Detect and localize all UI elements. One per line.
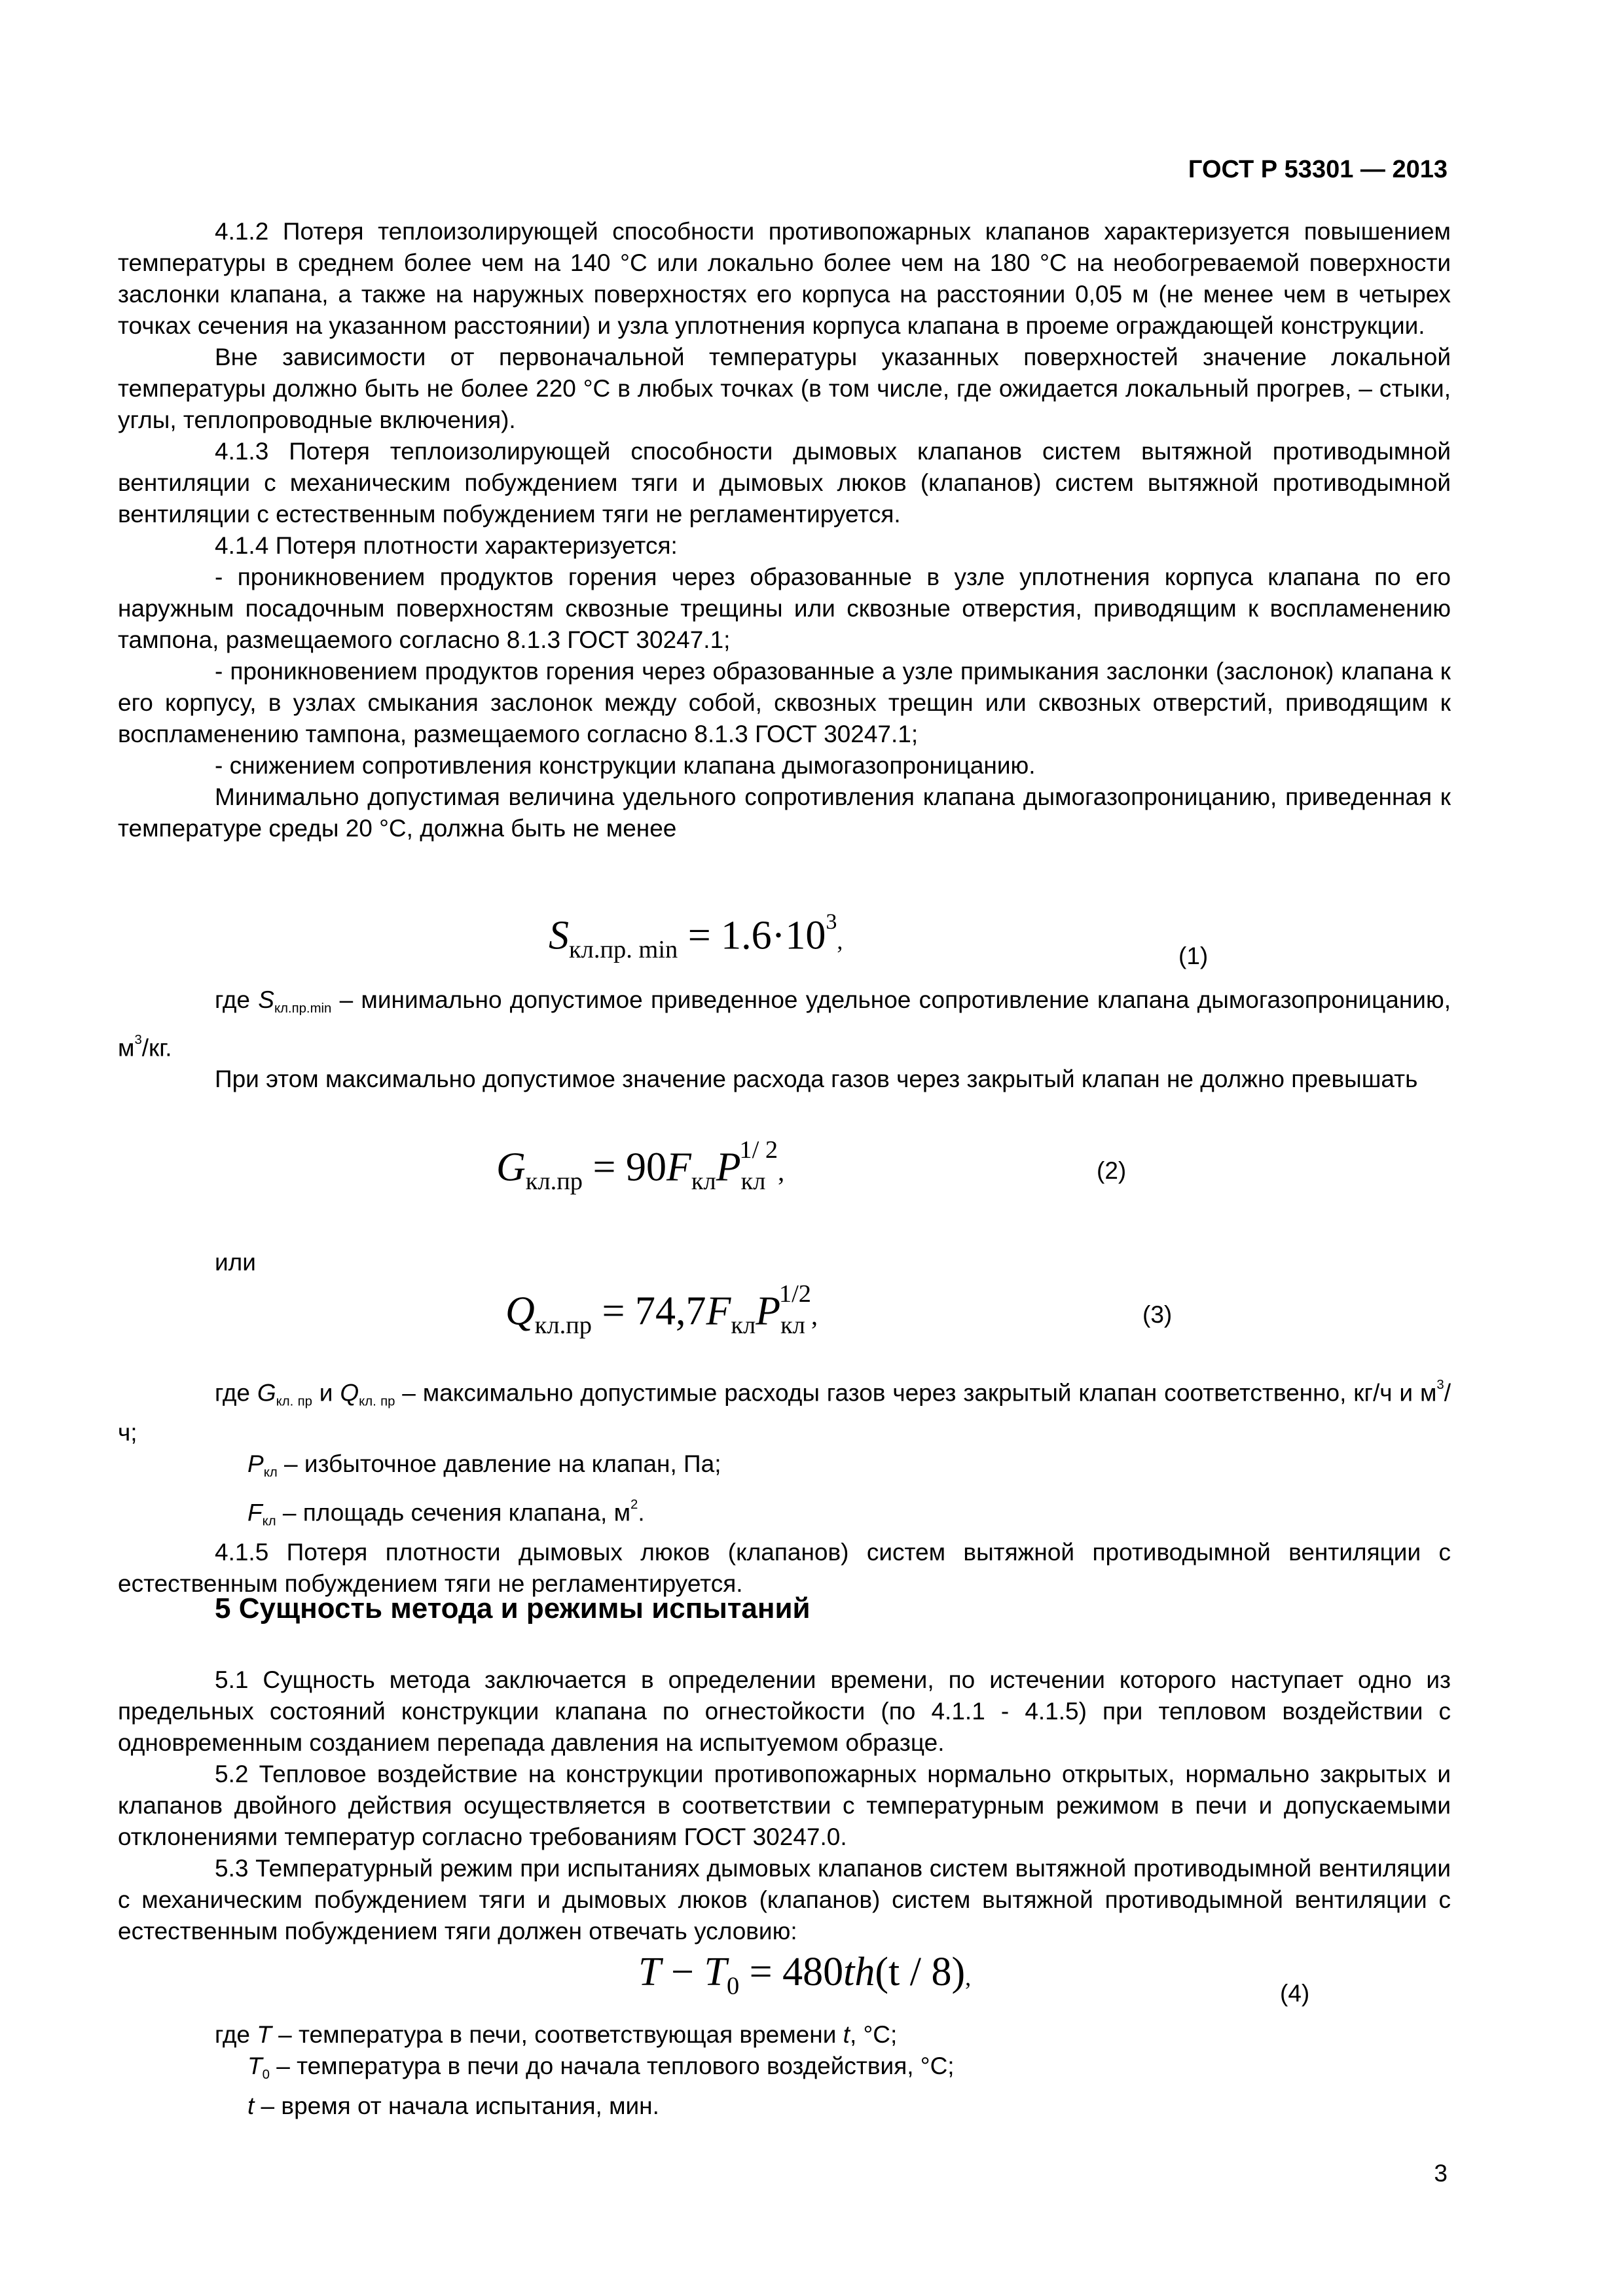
list-item-c: - снижением сопротивления конструкции клапана дымогазопроницанию. <box>215 752 1036 779</box>
document-header: ГОСТ Р 53301 — 2013 <box>1188 156 1448 183</box>
formula-4: $T - T_0 = 480th(t / 8)$, <box>638 1950 972 2000</box>
section-5 <box>118 1664 1451 1947</box>
paragraph-local-temp: Вне зависимости от первоначальной температуры указанных поверхностей значение локальной температуры должно быть не более 220 °С в любых точках (в том числе, где ожидается локальный прогрев, – стыки, углы, теплопроводные включения). <box>118 344 1451 433</box>
paragraph-4-1-5: 4.1.5 Потеря плотности дымовых люков (клапанов) систем вытяжной противодымной вентиляции с естественным побуждением тяги не регламентируется. <box>118 1538 1451 1597</box>
formula-number-2: (2) <box>1097 1157 1127 1184</box>
formula-1: $S_{кл.пр. min} = 1.6\cdot 10^3$, <box>549 910 843 964</box>
list-item-b: - проникновением продуктов горения через образованные а узле примыкания заслонки (заслонок) клапана к его корпусу, в узлах смыкания заслонок между собой, сквозных трещин или сквозных отверстий, приводящим к воспламенению тампона, размещаемого согласно 8.1.3 ГОСТ 30247.1; <box>118 658 1451 747</box>
definitions-g-q: где $G_{кл. пр}$ и $Q_{кл. пр}$ – максимально допустимые расходы газов через закрытый клапан соответственно, кг/ч и $м^3/ч$; $P_{кл}$ – избыточное давление на клапан, Па; $F_{кл}$ – площадь сечения клапана, $м^2$. 4.1.5 Потеря плотности дымовых люков (клапанов) систем вытяжной противодымной вентиляции с естественным побуждением тяги не регламентируется. <box>118 1369 1451 1600</box>
paragraph-4-1-2: 4.1.2 Потеря теплоизолирующей способности противопожарных клапанов характеризуется повышением температуры в среднем более чем на 140 °С или локально более чем на 180 °С на необогреваемой поверхности заслонки клапана, а также на наружных поверхностях его корпуса на расстоянии 0,05 м (не менее чем в четырех точках сечения на указанном расстоянии) и узла уплотнения корпуса клапана в проеме ограждающей конструкции. <box>118 218 1451 339</box>
paragraph-5-2: 5.2 Тепловое воздействие на конструкции противопожарных нормально открытых, нормально закрытых и клапанов двойного действия осуществляется в соответствии с температурным режимом в печи и допускаемыми отклонениями температур согласно требованиям ГОСТ 30247.0. <box>118 1761 1451 1850</box>
formula-number-3: (3) <box>1142 1301 1173 1328</box>
formula-2: $G_{кл.пр} = 90F_{кл}P_{кл}^{1/ 2}$, <box>496 1136 785 1196</box>
paragraph-5-3: 5.3 Температурный режим при испытаниях дымовых клапанов систем вытяжной противодымной вентиляции с механическим побуждением тяги и дымовых люков (клапанов) систем вытяжной противодымной вентиляции с естественным побуждением тяги должен отвечать условию: <box>118 1855 1451 1945</box>
or-text: или <box>215 1249 256 1276</box>
section-4-1-2-4-1-4 <box>118 216 1451 844</box>
formula-number-4: (4) <box>1280 1980 1310 2007</box>
list-item-a: - проникновением продуктов горения через образованные в узле уплотнения корпуса клапана по его наружным посадочным поверхностям сквозные трещины или сквозные отверстия, приводящим к воспламенению тампона, размещаемого согласно 8.1.3 ГОСТ 30247.1; <box>118 564 1451 653</box>
definitions-t: где T – температура в печи, соответствующая времени t, °С; $T_0$ – температура в печи до начала теплового воздействия, °С; t – время от начала испытания, мин. <box>215 2021 955 2120</box>
paragraph-4-1-3: 4.1.3 Потеря теплоизолирующей способности дымовых клапанов систем вытяжной противодымной вентиляции с механическим побуждением тяги и дымовых люков (клапанов) систем вытяжной противодымной вентиляции с естественным побуждением тяги не регламентируется. <box>118 438 1451 528</box>
paragraph-4-1-4: 4.1.4 Потеря плотности характеризуется: <box>215 532 678 559</box>
formula-3: $Q_{кл.пр} = 74,7F_{кл}P_{кл}^{1/2}$, <box>505 1280 818 1340</box>
paragraph-5-1: 5.1 Сущность метода заключается в определении времени, по истечении которого наступает одно из предельных состояний конструкции клапана по огнестойкости (по 4.1.1 - 4.1.5) при тепловом воздействии с одновременным созданием перепада давления на испытуемом образце. <box>118 1666 1451 1756</box>
definition-s: где $S_{кл.пр.min}$ – минимально допустимое приведенное удельное сопротивление клапана дымогазопроницанию, $м^3/кг$. При этом максимально допустимое значение расхода газов через закрытый клапан не должно превышать <box>118 984 1451 1095</box>
formula-number-1: (1) <box>1178 942 1209 969</box>
paragraph-max-flow: При этом максимально допустимое значение расхода газов через закрытый клапан не должно превышать <box>215 1066 1418 1093</box>
paragraph-min-resistance: Минимально допустимая величина удельного сопротивления клапана дымогазопроницанию, приведенная к температуре среды 20 °С, должна быть не менее <box>118 783 1451 842</box>
section-heading-5: 5 Сущность метода и режимы испытаний <box>215 1592 811 1624</box>
page-number: 3 <box>1434 2160 1448 2187</box>
